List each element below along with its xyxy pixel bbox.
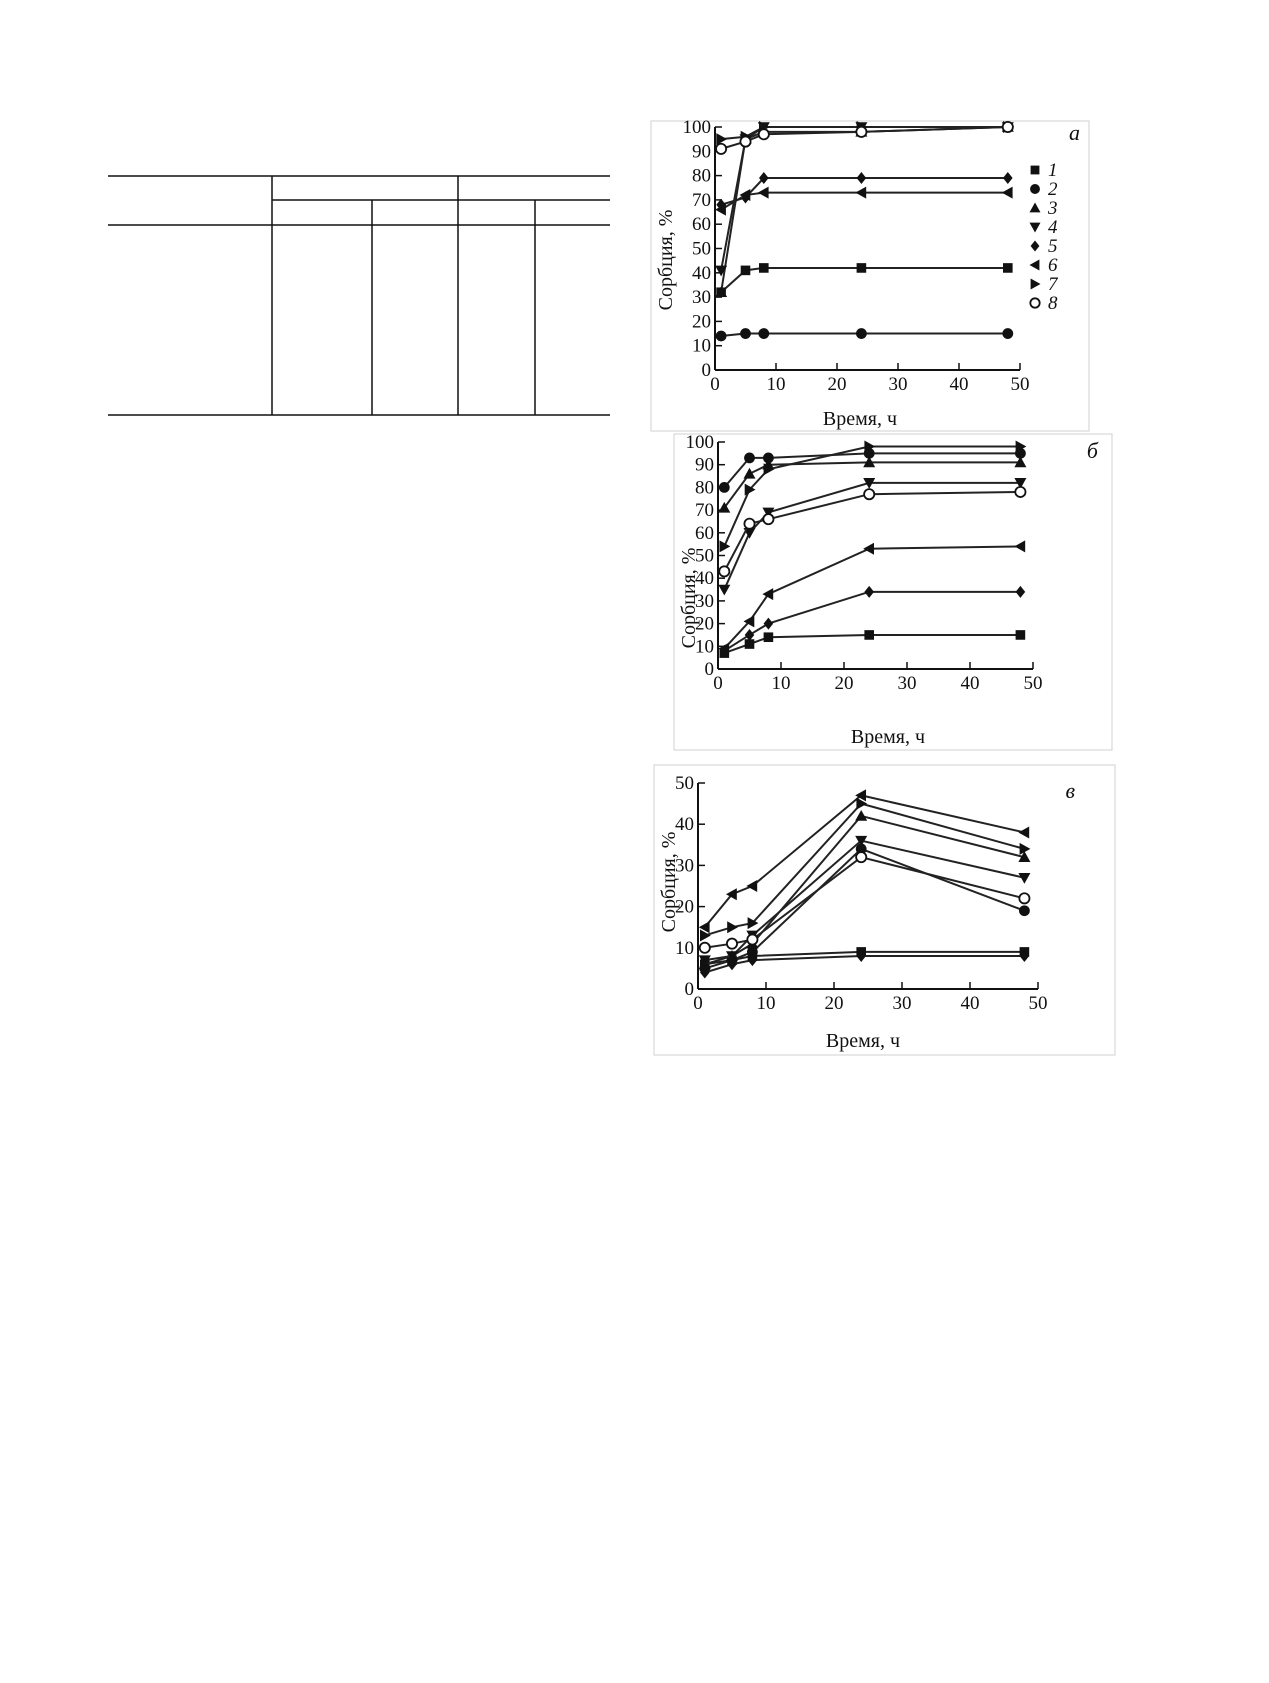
- y-tick-label: 40: [692, 262, 711, 284]
- legend-label: 6: [1048, 255, 1058, 276]
- series-line: [724, 492, 1020, 571]
- series-1: [720, 630, 1026, 658]
- x-tick-label: 30: [897, 673, 917, 694]
- data-point: [1002, 328, 1013, 339]
- y-tick-label: 70: [695, 500, 714, 522]
- series-8: [719, 487, 1025, 577]
- panel-label: в: [1065, 778, 1075, 803]
- data-point: [1003, 263, 1013, 273]
- y-tick-label: 70: [692, 189, 711, 211]
- data-point: [720, 540, 731, 552]
- y-tick-label: 40: [695, 568, 714, 590]
- chart-panel-a: [650, 120, 1090, 432]
- panel-label: б: [1086, 438, 1098, 463]
- data-point: [744, 452, 755, 463]
- legend-item: [1031, 274, 1059, 295]
- legend-item: [1031, 236, 1058, 257]
- data-point: [864, 489, 874, 499]
- data-point: [758, 187, 769, 199]
- legend-marker: [1030, 184, 1040, 194]
- x-tick-label: 20: [834, 673, 854, 694]
- y-tick-label: 20: [692, 311, 711, 333]
- legend-item: [1030, 293, 1058, 314]
- y-tick-label: 0: [701, 360, 711, 381]
- data-point: [1016, 586, 1026, 598]
- y-tick-label: 30: [692, 287, 711, 309]
- legend-label: 2: [1048, 179, 1058, 200]
- legend-label: 5: [1048, 236, 1058, 257]
- legend: [1030, 160, 1060, 314]
- data-point: [727, 921, 738, 933]
- data-point: [746, 880, 757, 892]
- series-3: [699, 810, 1031, 969]
- x-tick-label: 40: [960, 673, 980, 694]
- x-tick-label: 50: [1023, 673, 1043, 694]
- y-axis-label: Сорбция, %: [655, 209, 677, 311]
- chart-panel-b: [673, 433, 1113, 751]
- legend-marker: [1031, 166, 1040, 175]
- data-point: [1014, 540, 1025, 552]
- data-point: [740, 328, 751, 339]
- data-point: [857, 263, 867, 273]
- series-1: [716, 263, 1012, 297]
- y-tick-label: 100: [682, 120, 711, 138]
- data-point: [864, 630, 874, 640]
- data-point: [700, 943, 710, 953]
- x-tick-label: 40: [960, 993, 980, 1014]
- y-tick-label: 10: [675, 937, 694, 959]
- y-tick-label: 20: [675, 896, 694, 918]
- data-point: [1015, 487, 1025, 497]
- data-point: [863, 543, 874, 555]
- y-tick-label: 40: [675, 814, 694, 836]
- y-tick-label: 0: [704, 659, 714, 680]
- x-axis-label: Время, ч: [850, 726, 926, 748]
- y-tick-label: 50: [692, 238, 711, 260]
- data-point: [764, 618, 774, 630]
- y-tick-label: 10: [695, 636, 714, 658]
- data-point: [744, 468, 756, 479]
- x-tick-label: 10: [771, 673, 791, 694]
- series-6: [715, 187, 1013, 216]
- series-4: [715, 122, 1014, 276]
- y-tick-label: 20: [695, 613, 714, 635]
- legend-label: 7: [1048, 274, 1058, 295]
- y-tick-label: 30: [695, 590, 714, 612]
- legend-item: [1030, 255, 1059, 276]
- data-point: [727, 939, 737, 949]
- legend-item: [1031, 160, 1058, 181]
- y-tick-label: 90: [692, 141, 711, 163]
- data-point: [719, 482, 730, 493]
- data-point: [718, 585, 730, 596]
- legend-label: 8: [1048, 293, 1058, 314]
- data-point: [745, 629, 755, 641]
- data-point: [864, 586, 874, 598]
- x-axis-label: Время, ч: [825, 1030, 901, 1052]
- series-2: [716, 328, 1014, 341]
- data-point: [856, 852, 866, 862]
- y-tick-label: 80: [692, 165, 711, 187]
- data-point: [716, 144, 726, 154]
- x-tick-label: 30: [888, 374, 908, 395]
- x-tick-label: 50: [1010, 374, 1030, 395]
- legend-label: 4: [1048, 217, 1058, 238]
- data-point: [763, 514, 773, 524]
- legend-marker: [1031, 279, 1041, 290]
- y-tick-label: 80: [695, 477, 714, 499]
- y-tick-label: 0: [684, 979, 694, 1000]
- y-tick-label: 60: [692, 214, 711, 236]
- data-point: [855, 187, 866, 199]
- legend-item: [1030, 217, 1059, 238]
- legend-marker: [1030, 260, 1040, 271]
- data-point: [740, 136, 750, 146]
- panel-label: а: [1069, 120, 1080, 145]
- data-point: [764, 632, 774, 642]
- data-point: [1019, 893, 1029, 903]
- y-axis-label: Сорбция, %: [678, 547, 700, 649]
- data-point: [747, 934, 757, 944]
- legend-marker: [1031, 241, 1040, 252]
- series-line: [721, 127, 1008, 270]
- data-point: [856, 127, 866, 137]
- legend-label: 3: [1048, 198, 1058, 219]
- data-point: [857, 172, 867, 184]
- x-tick-label: 10: [766, 374, 786, 395]
- x-tick-label: 20: [824, 993, 844, 1014]
- data-point: [759, 263, 769, 273]
- x-tick-label: 30: [892, 993, 912, 1014]
- x-tick-label: 50: [1028, 993, 1048, 1014]
- data-point: [1003, 122, 1013, 132]
- data-point: [1018, 873, 1030, 884]
- data-point: [1016, 630, 1026, 640]
- data-point: [855, 810, 867, 821]
- legend-label: 1: [1048, 160, 1058, 181]
- legend-item: [1030, 198, 1058, 219]
- x-axis-label: Время, ч: [822, 408, 898, 430]
- y-tick-label: 50: [675, 773, 694, 794]
- y-tick-label: 60: [695, 522, 714, 544]
- y-tick-label: 100: [685, 433, 714, 453]
- series-5: [720, 586, 1026, 657]
- data-point: [758, 328, 769, 339]
- x-tick-label: 40: [949, 374, 969, 395]
- series-line: [705, 804, 1025, 936]
- data-point: [1019, 905, 1030, 916]
- x-tick-label: 20: [827, 374, 847, 395]
- data-point: [759, 129, 769, 139]
- y-axis-label: Сорбция, %: [658, 831, 680, 933]
- data-point: [741, 266, 751, 276]
- data-point: [1018, 826, 1029, 838]
- y-tick-label: 50: [695, 545, 714, 567]
- legend-marker: [1030, 203, 1041, 213]
- data-point: [719, 566, 729, 576]
- x-tick-label: 10: [756, 993, 776, 1014]
- data-point: [744, 519, 754, 529]
- x-tick-label: 0: [713, 673, 723, 694]
- y-tick-label: 90: [695, 454, 714, 476]
- legend-marker: [1030, 223, 1041, 233]
- data-point: [856, 328, 867, 339]
- data-point: [1002, 187, 1013, 199]
- chart-panel-c: [653, 764, 1116, 1056]
- data-point: [1003, 172, 1013, 184]
- x-tick-label: 0: [710, 374, 720, 395]
- y-tick-label: 30: [675, 855, 694, 877]
- data-point: [762, 588, 773, 600]
- x-tick-label: 0: [693, 993, 703, 1014]
- y-tick-label: 10: [692, 335, 711, 357]
- legend-marker: [1030, 298, 1039, 307]
- legend-item: [1030, 179, 1058, 200]
- data-point: [716, 331, 727, 342]
